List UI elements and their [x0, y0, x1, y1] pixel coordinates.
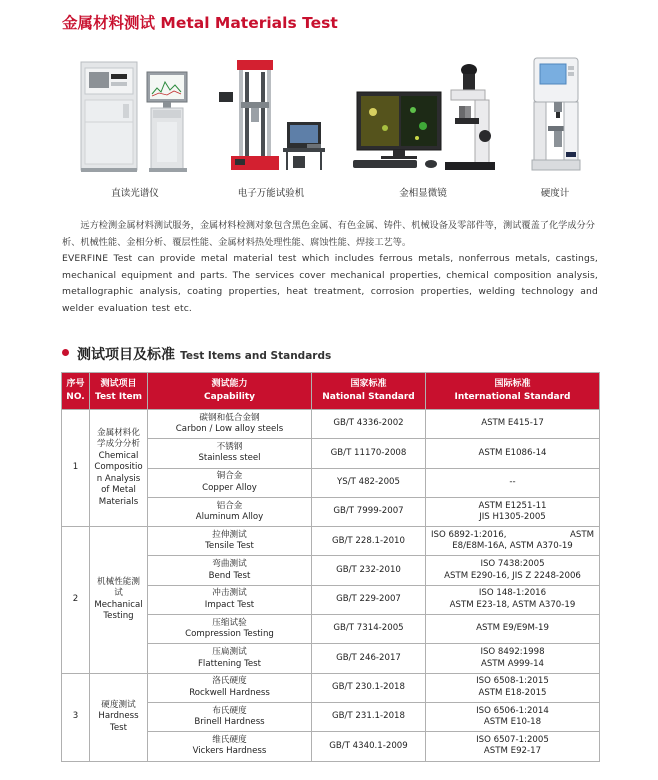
national-standard-cell: GB/T 230.1-2018 — [312, 673, 426, 702]
equipment-universal-testing-machine — [207, 52, 335, 202]
international-standard-cell: -- — [426, 468, 600, 497]
test-item: 金属材料化 学成分分析 Chemical Compositio n Analysis of Metal Materials — [90, 410, 148, 527]
equipment-label: 硬度计 — [540, 188, 570, 199]
equipment-hardness-tester — [524, 52, 586, 202]
international-standard-cell: ISO 6892-1:2016, ASTM E8/E8M-16A, ASTM A370-19 — [426, 527, 600, 556]
capability-cell: 碳钢和低合金钢 Carbon / Low alloy steels — [148, 410, 312, 439]
national-standard-cell: GB/T 246-2017 — [312, 644, 426, 673]
capability-cell: 维氏硬度 Vickers Hardness — [148, 732, 312, 761]
national-standard-cell: GB/T 7314-2005 — [312, 615, 426, 644]
metallographic-microscope-icon — [347, 52, 499, 177]
universal-testing-machine-icon — [207, 52, 335, 177]
table-header-row — [62, 373, 600, 410]
test-item: 机械性能测 试 Mechanical Testing — [90, 527, 148, 673]
spectrometer-icon — [75, 52, 195, 177]
section-title-cn: 测试项目及标准 — [77, 347, 175, 363]
capability-cell: 压扁测试 Flattening Test — [148, 644, 312, 673]
national-standard-cell: YS/T 482-2005 — [312, 468, 426, 497]
national-standard-cell: GB/T 231.1-2018 — [312, 702, 426, 731]
national-standard-cell: GB/T 228.1-2010 — [312, 527, 426, 556]
international-standard-cell: ASTM E1086-14 — [426, 439, 600, 468]
capability-cell: 弯曲测试 Bend Test — [148, 556, 312, 585]
national-standard-cell: GB/T 7999-2007 — [312, 497, 426, 526]
national-standard-cell: GB/T 232-2010 — [312, 556, 426, 585]
hardness-tester-icon — [524, 52, 586, 177]
capability-cell: 铜合金 Copper Alloy — [148, 468, 312, 497]
capability-cell: 布氏硬度 Brinell Hardness — [148, 702, 312, 731]
national-standard-cell: GB/T 229-2007 — [312, 585, 426, 614]
row-number: 3 — [62, 673, 90, 761]
row-number: 1 — [62, 410, 90, 527]
international-standard-cell: ISO 6508-1:2015 ASTM E18-2015 — [426, 673, 600, 702]
capability-cell: 冲击测试 Impact Test — [148, 585, 312, 614]
capability-cell: 拉伸测试 Tensile Test — [148, 527, 312, 556]
table-row — [62, 527, 600, 556]
international-standard-cell: ISO 8492:1998 ASTM A999-14 — [426, 644, 600, 673]
international-standard-cell: ASTM E415-17 — [426, 410, 600, 439]
page-title: 金属材料测试 Metal Materials Test — [62, 14, 338, 32]
table-row — [62, 410, 600, 439]
equipment-label: 电子万能试验机 — [237, 188, 305, 199]
section-title-en: Test Items and Standards — [180, 350, 332, 362]
row-number: 2 — [62, 527, 90, 673]
intro — [62, 218, 598, 317]
header-national: 国家标准 National Standard — [312, 373, 426, 410]
table-row — [62, 673, 600, 702]
capability-cell: 不锈钢 Stainless steel — [148, 439, 312, 468]
header-capability: 测试能力 Capability — [148, 373, 312, 410]
international-standard-cell: ASTM E1251-11 JIS H1305-2005 — [426, 497, 600, 526]
capability-cell: 铝合金 Aluminum Alloy — [148, 497, 312, 526]
header-item: 测试项目 Test Item — [90, 373, 148, 410]
standards-table — [61, 372, 600, 762]
national-standard-cell: GB/T 4336-2002 — [312, 410, 426, 439]
bullet-dot-icon — [62, 349, 69, 356]
section-heading — [62, 344, 331, 364]
test-item: 硬度测试 Hardness Test — [90, 673, 148, 761]
international-standard-cell: ISO 7438:2005 ASTM E290-16, JIS Z 2248-2006 — [426, 556, 600, 585]
capability-cell: 压缩试验 Compression Testing — [148, 615, 312, 644]
equipment-metallographic-microscope — [347, 52, 499, 202]
header-international: 国际标准 International Standard — [426, 373, 600, 410]
capability-cell: 洛氏硬度 Rockwell Hardness — [148, 673, 312, 702]
equipment-label: 金相显微镜 — [399, 188, 447, 199]
national-standard-cell: GB/T 11170-2008 — [312, 439, 426, 468]
intro-en: EVERFINE Test can provide metal material test which includes ferrous metals, nonferrous metals, castings, mechanical equipment and parts. The services cover mechanical properties, chemical composition analysis, metallographic analysis, coating properties, heat treatment, corrosion properties, welding technology and welder evaluation test etc. — [62, 253, 598, 314]
international-standard-cell: ISO 148-1:2016 ASTM E23-18, ASTM A370-19 — [426, 585, 600, 614]
international-standard-cell: ISO 6507-1:2005 ASTM E92-17 — [426, 732, 600, 761]
header-no: 序号 NO. — [62, 373, 90, 410]
international-standard-cell: ASTM E9/E9M-19 — [426, 615, 600, 644]
equipment-spectrometer — [75, 52, 195, 202]
national-standard-cell: GB/T 4340.1-2009 — [312, 732, 426, 761]
equipment-label: 直读光谱仪 — [111, 188, 159, 199]
intro-cn: 远方检测金属材料测试服务，金属材料检测对象包含黑色金属、有色金属、铸件、机械设备及零部件等，测试覆盖了化学成分分析、机械性能、金相分析、覆层性能、金属材料热处理性能、腐蚀性能、焊接工艺等。 — [62, 220, 595, 248]
international-standard-cell: ISO 6506-1:2014 ASTM E10-18 — [426, 702, 600, 731]
